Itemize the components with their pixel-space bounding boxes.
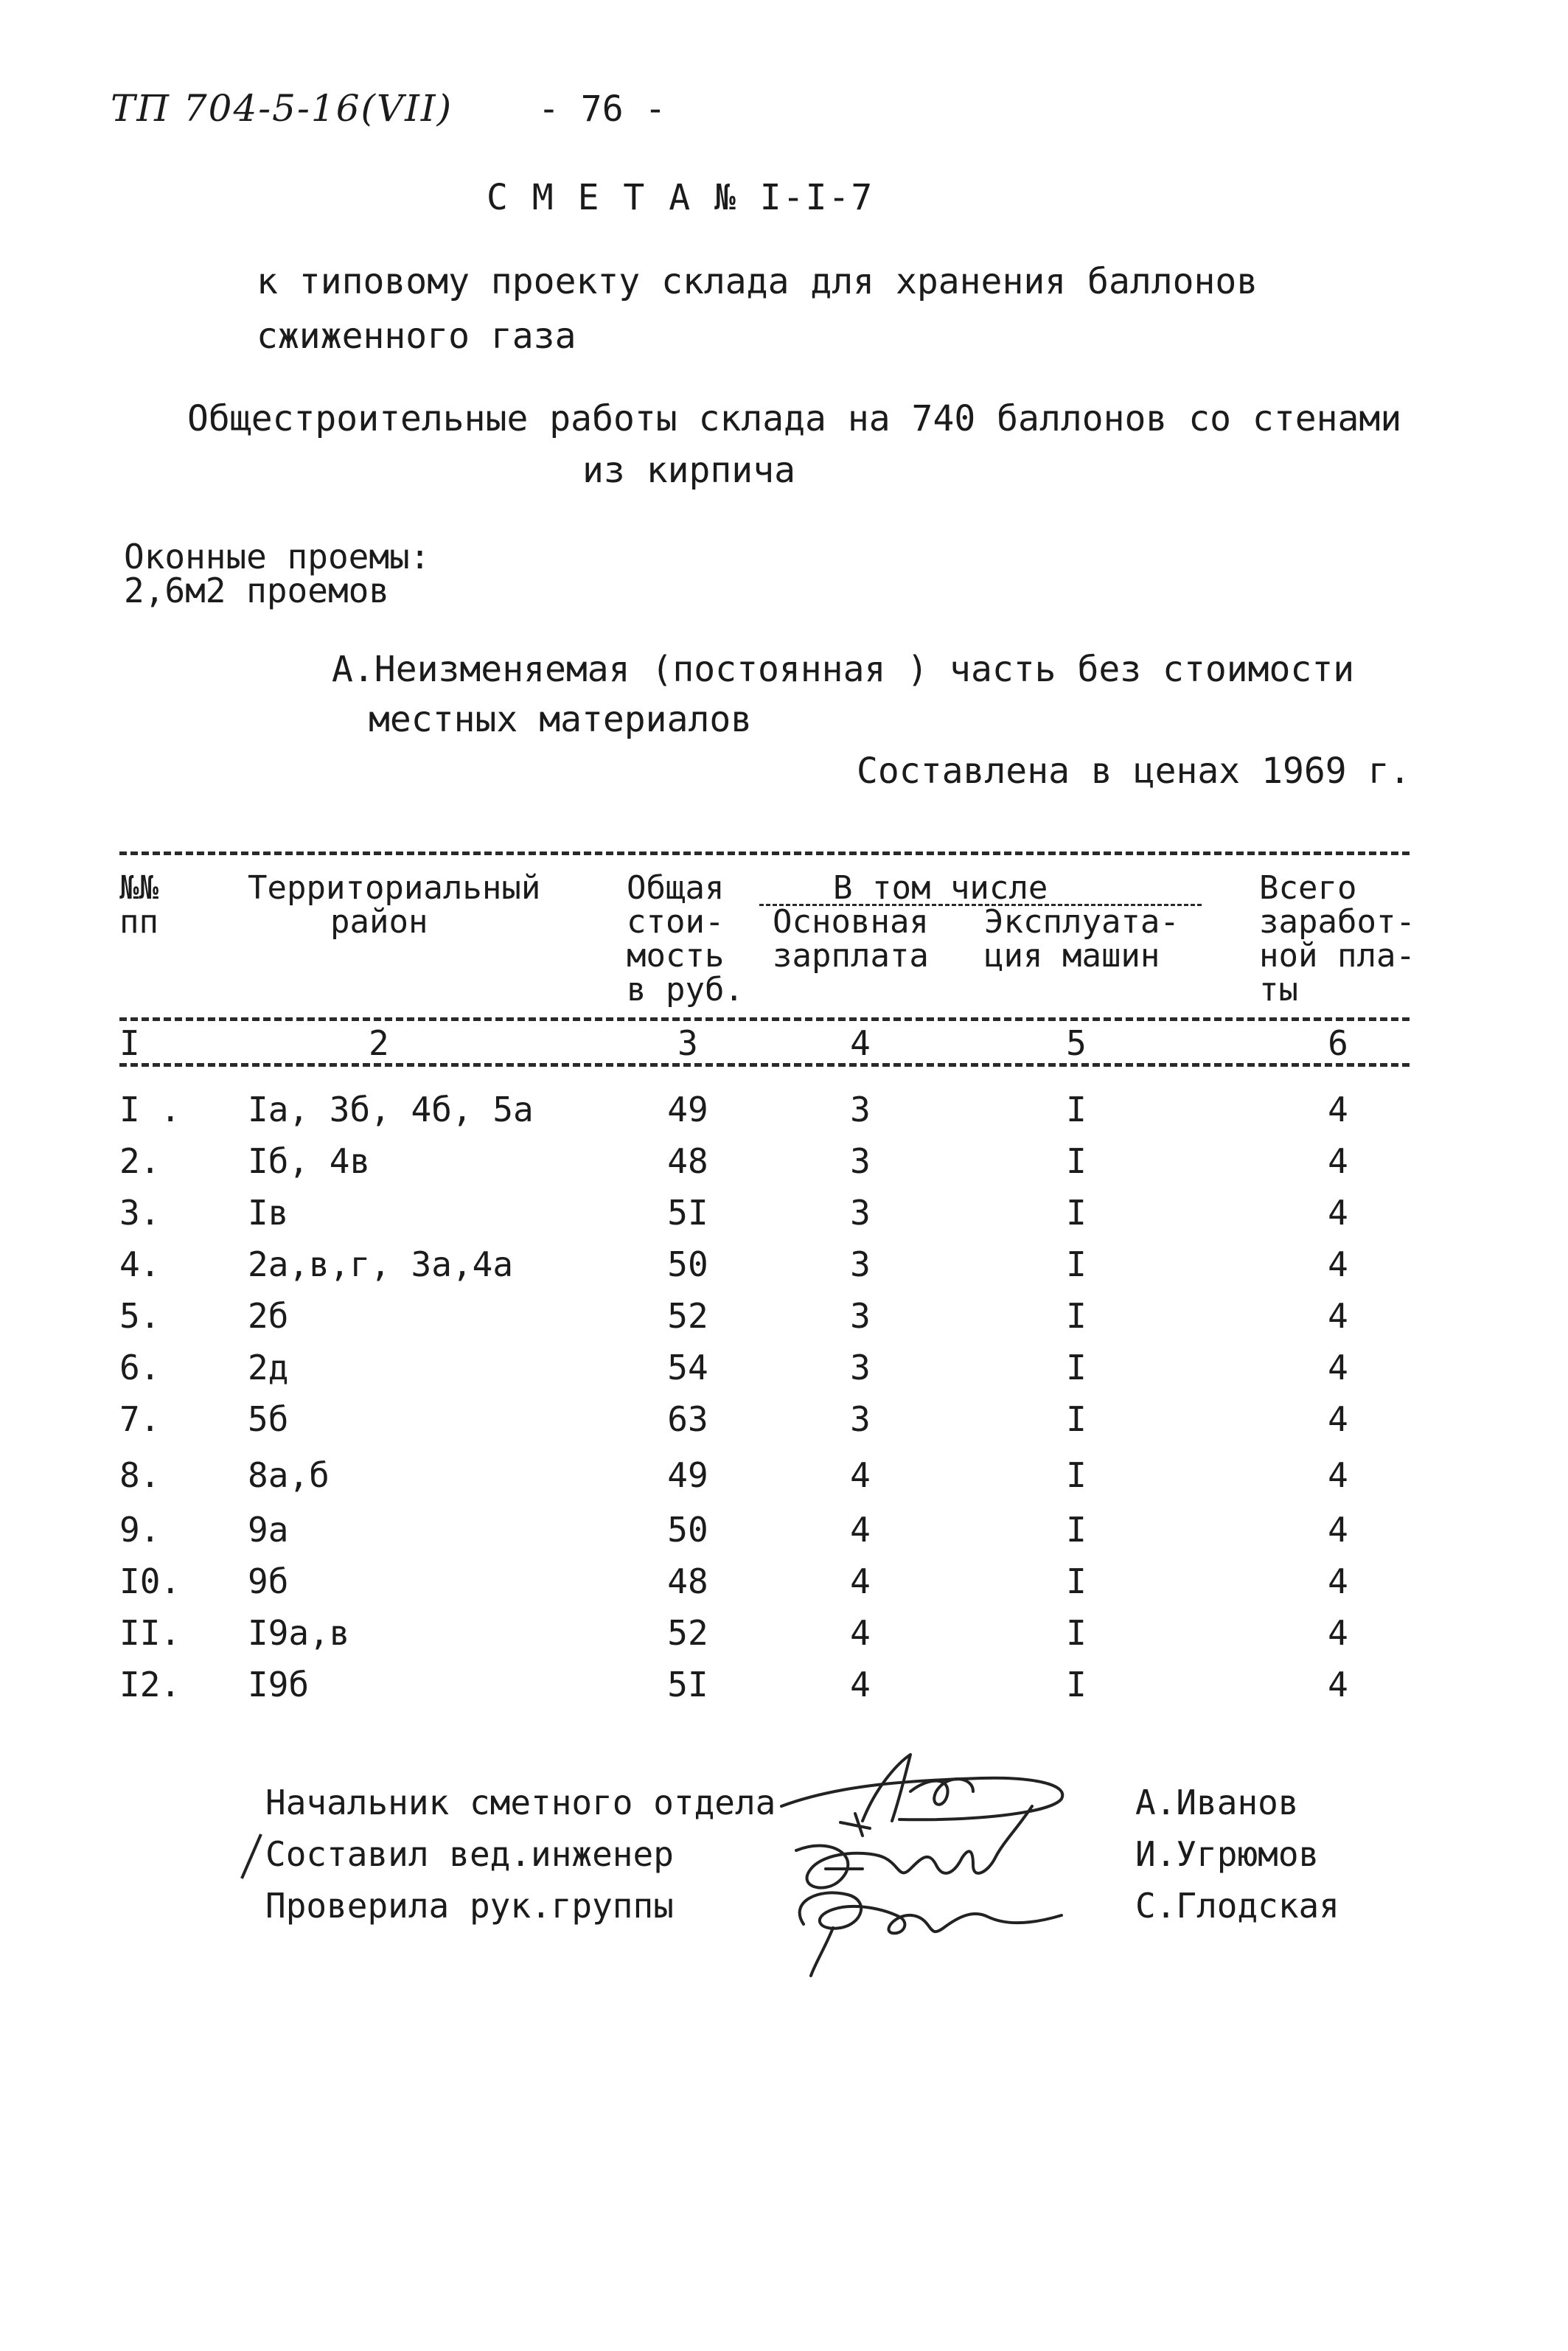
signature-name-3: С.Глодская (1135, 1886, 1339, 1926)
row-total-wage: 4 (1328, 1244, 1348, 1284)
row-region: 2б (248, 1296, 289, 1336)
row-number: 3. (119, 1193, 161, 1233)
header-machines-line2: ция машин (984, 937, 1160, 975)
row-total-cost: 48 (667, 1561, 708, 1601)
row-total-cost: 5I (667, 1193, 708, 1233)
row-machines: I (1066, 1399, 1087, 1439)
row-region: Iа, 3б, 4б, 5а (248, 1090, 534, 1129)
row-machines: I (1066, 1455, 1087, 1495)
row-total-cost: 52 (667, 1613, 708, 1653)
row-region: Iб, 4в (248, 1141, 371, 1181)
row-number: I2. (119, 1665, 181, 1704)
header-total-wage (1259, 871, 1415, 1007)
row-wage: 3 (850, 1296, 871, 1336)
row-wage: 4 (850, 1510, 871, 1550)
row-number: 2. (119, 1141, 161, 1181)
row-machines: I (1066, 1665, 1087, 1704)
header-total-line2: стои- (627, 903, 725, 941)
row-total-cost: 49 (667, 1455, 708, 1495)
row-total-cost: 52 (667, 1296, 708, 1336)
header-total-wage-line3: ной пла- (1259, 937, 1415, 975)
row-total-wage: 4 (1328, 1296, 1348, 1336)
row-number: 8. (119, 1455, 161, 1495)
handwritten-signatures-icon (752, 1740, 1098, 1983)
row-wage: 3 (850, 1090, 871, 1129)
row-total-wage: 4 (1328, 1510, 1348, 1550)
part-line-1: А.Неизменяемая (постоянная ) часть без стоимости (332, 649, 1355, 690)
row-total-wage: 4 (1328, 1348, 1348, 1387)
header-including: В том числе (833, 869, 1048, 907)
row-machines: I (1066, 1613, 1087, 1653)
row-total-wage: 4 (1328, 1561, 1348, 1601)
row-total-cost: 50 (667, 1510, 708, 1550)
signature-role-3: Проверила рук.группы (265, 1886, 674, 1926)
row-machines: I (1066, 1141, 1087, 1181)
row-region: 2д (248, 1348, 289, 1387)
row-machines: I (1066, 1348, 1087, 1387)
col-number-5: 5 (1066, 1023, 1087, 1063)
table-row (0, 1141, 1568, 1185)
row-wage: 3 (850, 1244, 871, 1284)
row-wage: 3 (850, 1141, 871, 1181)
openings-label: Оконные проемы: (124, 537, 431, 577)
row-machines: I (1066, 1244, 1087, 1284)
row-total-wage: 4 (1328, 1141, 1348, 1181)
row-total-wage: 4 (1328, 1455, 1348, 1495)
row-number: 4. (119, 1244, 161, 1284)
table-row (0, 1613, 1568, 1657)
table-row (0, 1296, 1568, 1340)
row-region: I9а,в (248, 1613, 350, 1653)
col-number-6: 6 (1328, 1023, 1348, 1063)
row-region: 2а,в,г, 3а,4а (248, 1244, 514, 1284)
table-row (0, 1455, 1568, 1500)
header-total-line3: мость (627, 937, 725, 975)
row-total-wage: 4 (1328, 1613, 1348, 1653)
row-machines: I (1066, 1193, 1087, 1233)
row-wage: 3 (850, 1399, 871, 1439)
header-total-line1: Общая (627, 869, 725, 907)
row-region: 9а (248, 1510, 289, 1550)
row-total-wage: 4 (1328, 1399, 1348, 1439)
header-num-line1: №№ (119, 869, 158, 907)
row-wage: 4 (850, 1613, 871, 1653)
signature-name-2: И.Угрюмов (1135, 1834, 1320, 1874)
col-number-2: 2 (369, 1023, 389, 1063)
header-region (248, 871, 540, 939)
row-number: 7. (119, 1399, 161, 1439)
row-wage: 4 (850, 1665, 871, 1704)
row-number: 5. (119, 1296, 161, 1336)
header-total-line4: в руб. (627, 971, 744, 1009)
row-wage: 3 (850, 1348, 871, 1387)
header-wage (773, 905, 929, 973)
table-row (0, 1399, 1568, 1443)
col-number-1: I (119, 1023, 140, 1063)
row-wage: 3 (850, 1193, 871, 1233)
table-row (0, 1244, 1568, 1289)
header-total-cost (627, 871, 744, 1007)
margin-mark-icon (236, 1831, 265, 1883)
row-total-wage: 4 (1328, 1193, 1348, 1233)
table-row (0, 1348, 1568, 1392)
subtitle-line-1: к типовому проекту склада для хранения баллонов (257, 261, 1258, 302)
header-machines (984, 905, 1180, 973)
table-row (0, 1193, 1568, 1237)
row-number: 6. (119, 1348, 161, 1387)
col-number-rule-top (119, 1017, 1410, 1021)
row-machines: I (1066, 1561, 1087, 1601)
row-machines: I (1066, 1090, 1087, 1129)
document-title: С М Е Т А № I-I-7 (487, 177, 874, 218)
table-row (0, 1090, 1568, 1134)
header-machines-line1: Эксплуата- (984, 903, 1180, 941)
row-number: II. (119, 1613, 181, 1653)
table-row (0, 1561, 1568, 1606)
row-number: I0. (119, 1561, 181, 1601)
header-total-wage-line1: Всего (1259, 869, 1357, 907)
col-number-4: 4 (850, 1023, 871, 1063)
doc-code: ТП 704-5-16(VII) (111, 87, 453, 130)
row-total-wage: 4 (1328, 1090, 1348, 1129)
header-region-line2: район (330, 903, 428, 941)
row-number: 9. (119, 1510, 161, 1550)
openings-value: 2,6м2 проемов (124, 571, 390, 610)
works-line-1: Общестроительные работы склада на 740 баллонов со стенами (187, 398, 1402, 439)
table-row (0, 1665, 1568, 1709)
col-number-rule-bottom (119, 1063, 1410, 1067)
row-total-cost: 50 (667, 1244, 708, 1284)
header-region-line1: Территориальный (248, 869, 541, 907)
col-number-3: 3 (677, 1023, 698, 1063)
header-wage-line2: зарплата (773, 937, 929, 975)
part-line-2: местных материалов (369, 699, 753, 740)
row-wage: 4 (850, 1455, 871, 1495)
row-machines: I (1066, 1296, 1087, 1336)
header-total-wage-line2: заработ- (1259, 903, 1415, 941)
row-region: 9б (248, 1561, 289, 1601)
page-number: - 76 - (538, 88, 666, 130)
table-top-rule (119, 851, 1410, 855)
header-num (119, 871, 158, 939)
row-total-wage: 4 (1328, 1665, 1348, 1704)
row-total-cost: 63 (667, 1399, 708, 1439)
prices-note: Составлена в ценах 1969 г. (857, 750, 1411, 792)
header-num-line2: пп (119, 903, 158, 941)
row-total-cost: 49 (667, 1090, 708, 1129)
header-total-wage-line4: ты (1259, 971, 1298, 1009)
row-number: I . (119, 1090, 181, 1129)
works-line-2: из кирпича (582, 450, 795, 491)
row-region: Iв (248, 1193, 289, 1233)
row-region: 5б (248, 1399, 289, 1439)
row-machines: I (1066, 1510, 1087, 1550)
row-wage: 4 (850, 1561, 871, 1601)
row-region: 8а,б (248, 1455, 330, 1495)
subtitle-line-2: сжиженного газа (257, 316, 576, 357)
signature-role-2: Составил вед.инженер (265, 1834, 674, 1874)
header-wage-line1: Основная (773, 903, 929, 941)
signature-role-1: Начальник сметного отдела (265, 1783, 776, 1822)
row-region: I9б (248, 1665, 310, 1704)
row-total-cost: 48 (667, 1141, 708, 1181)
signature-name-1: А.Иванов (1135, 1783, 1299, 1822)
row-total-cost: 54 (667, 1348, 708, 1387)
table-row (0, 1510, 1568, 1554)
row-total-cost: 5I (667, 1665, 708, 1704)
